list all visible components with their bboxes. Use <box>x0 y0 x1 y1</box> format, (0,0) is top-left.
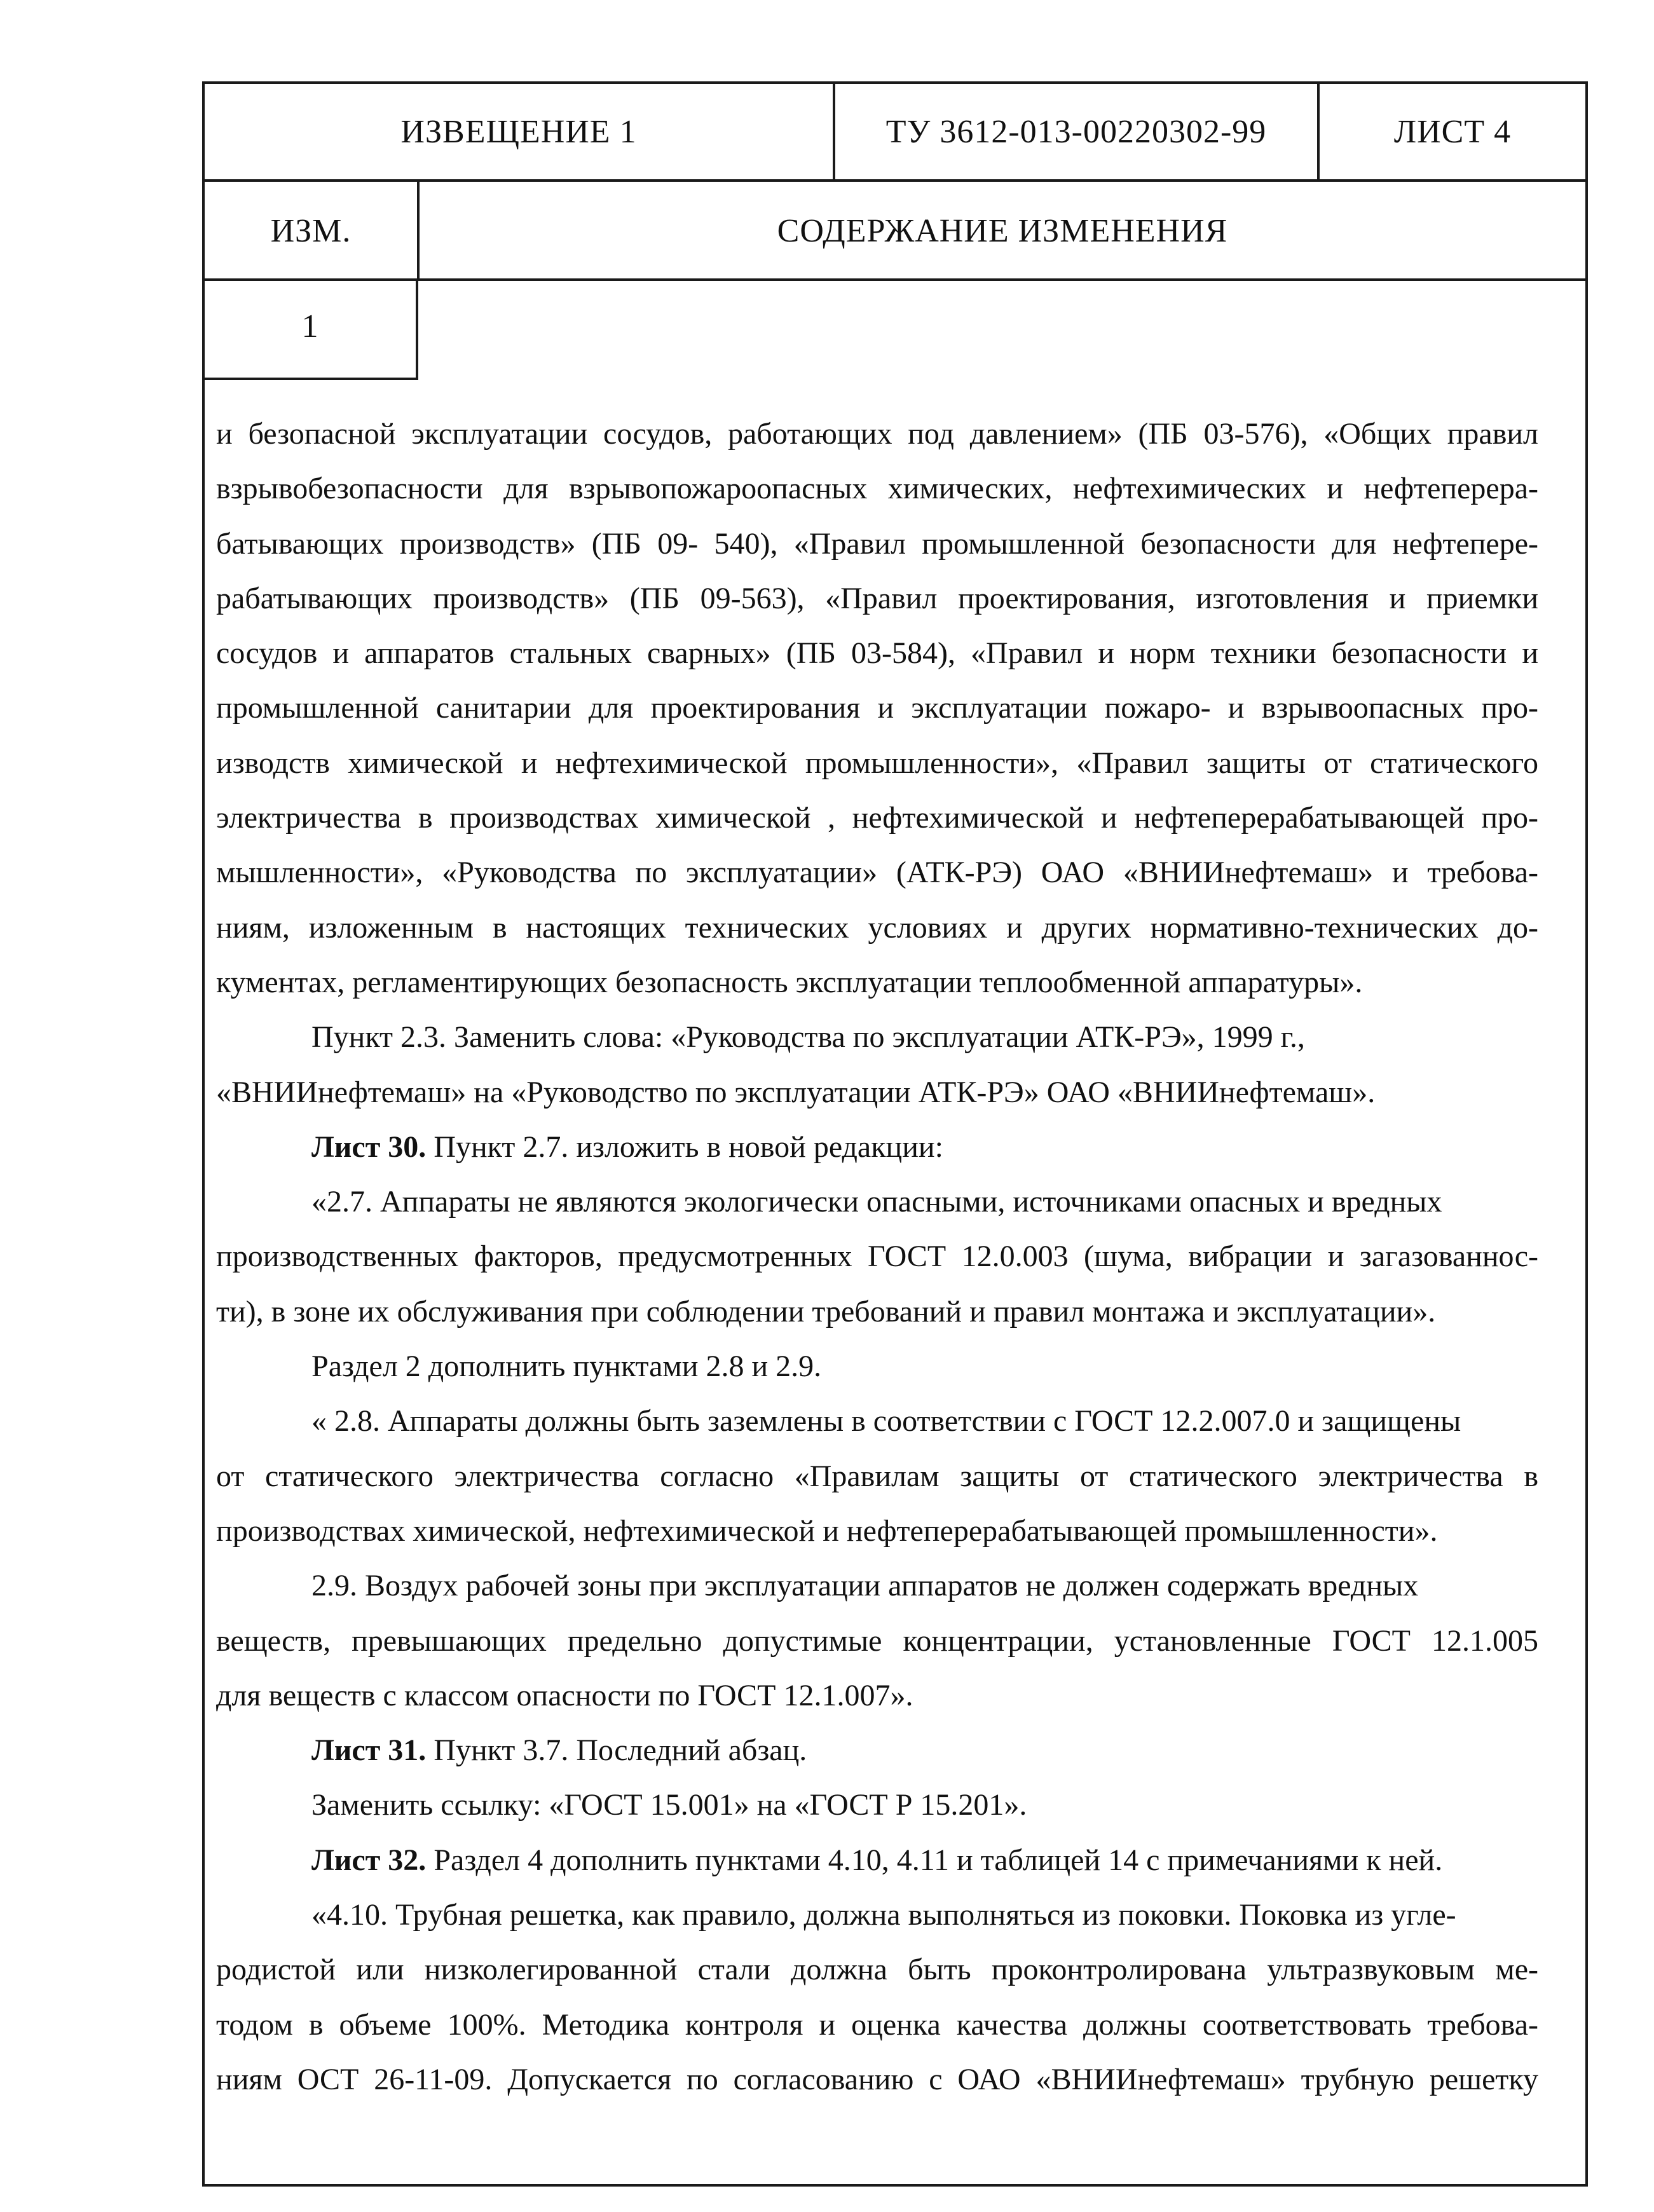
sheet-label-31: Лист 31. <box>311 1733 427 1768</box>
text-fragment: Раздел 4 дополнить пунктами 4.10, 4.11 и таблицей 14 с примечаниями к ней. <box>434 1843 1443 1877</box>
text-line: промышленной санитарии для проектирования и эксплуатации пожаро- и взрывоопасных про- <box>216 691 1538 725</box>
text-line: взрывобезопасности для взрывопожароопасных химических, нефтехимических и нефтеперера- <box>216 472 1538 506</box>
text-line: рабатывающих производств» (ПБ 09-563), «Правил проектирования, изготовления и приемки <box>216 581 1538 615</box>
text-line: Пункт 2.3. Заменить слова: «Руководства по эксплуатации АТК-РЭ», 1999 г., <box>311 1020 1305 1055</box>
text-line: ниям ОСТ 26-11-09. Допускается по согласованию с ОАО «ВНИИнефтемаш» трубную решетку <box>216 2062 1538 2096</box>
header-row-top <box>202 81 1588 182</box>
content-column-header: СОДЕРЖАНИЕ ИЗМЕНЕНИЯ <box>777 213 1228 249</box>
text-line: Раздел 2 дополнить пунктами 2.8 и 2.9. <box>311 1349 822 1384</box>
text-line: изводств химической и нефтехимической промышленности», «Правил защиты от статического <box>216 746 1538 780</box>
change-column-header: ИЗМ. <box>270 213 352 249</box>
change-number: 1 <box>301 308 319 345</box>
text-line-sheet-32 <box>216 1833 1538 1888</box>
text-line: тодом в объеме 100%. Методика контроля и оценка качества должны соответствовать требова- <box>216 2007 1538 2042</box>
sheet-label-30: Лист 30. <box>311 1130 427 1164</box>
text-line: сосудов и аппаратов стальных сварных» (ПБ 03-584), «Правил и норм техники безопасности и <box>216 636 1538 671</box>
text-line: для веществ с классом опасности по ГОСТ 12.1.007». <box>216 1678 913 1712</box>
text-line: мышленности», «Руководства по эксплуатации» (АТК-РЭ) ОАО «ВНИИнефтемаш» и требова- <box>216 856 1538 890</box>
text-line: кументах, регламентирующих безопасность эксплуатации теплообменной аппаратуры». <box>216 965 1363 999</box>
change-number-cell <box>202 278 418 380</box>
text-fragment: Пункт 2.7. изложить в новой редакции: <box>434 1130 943 1164</box>
document-code: ТУ 3612-013-00220302-99 <box>885 114 1267 150</box>
notice-title: ИЗВЕЩЕНИЕ 1 <box>400 114 637 150</box>
text-line: ти), в зоне их обслуживания при соблюдении требований и правил монтажа и эксплуатации». <box>216 1294 1436 1328</box>
text-line: производственных факторов, предусмотренных ГОСТ 12.0.003 (шума, вибрации и загазованнос- <box>216 1239 1538 1274</box>
text-line: «ВНИИнефтемаш» на «Руководство по эксплуатации АТК-РЭ» ОАО «ВНИИнефтемаш». <box>216 1075 1376 1109</box>
text-line: ниям, изложенным в настоящих технических условиях и других нормативно-технических до- <box>216 910 1538 945</box>
text-line: Заменить ссылку: «ГОСТ 15.001» на «ГОСТ Р 15.201». <box>311 1788 1027 1822</box>
text-line: и безопасной эксплуатации сосудов, работающих под давлением» (ПБ 03-576), «Общих правил <box>216 417 1538 451</box>
text-line: батывающих производств» (ПБ 09- 540), «Правил промышленной безопасности для нефтепере- <box>216 526 1538 561</box>
text-line: от статического электричества согласно «Правилам защиты от статического электричества в <box>216 1459 1538 1493</box>
text-line: « 2.8. Аппараты должны быть заземлены в соответствии с ГОСТ 12.2.007.0 и защищены <box>311 1404 1461 1438</box>
text-line-sheet-31 <box>216 1723 1538 1778</box>
text-line: «4.10. Трубная решетка, как правило, должна выполняться из поковки. Поковка из угле- <box>311 1898 1456 1932</box>
text-fragment: Пункт 3.7. Последний абзац. <box>434 1733 807 1768</box>
sheet-label-32: Лист 32. <box>311 1843 427 1877</box>
text-line: «2.7. Аппараты не являются экологически опасными, источниками опасных и вредных <box>311 1185 1442 1219</box>
text-line-sheet-30 <box>216 1120 1538 1175</box>
header-row-columns <box>202 179 1588 281</box>
text-line: производствах химической, нефтехимической и нефтеперерабатывающей промышленности». <box>216 1513 1438 1548</box>
change-content <box>216 407 1538 2107</box>
text-line: 2.9. Воздух рабочей зоны при эксплуатации аппаратов не должен содержать вредных <box>311 1569 1419 1603</box>
text-line: электричества в производствах химической , нефтехимической и нефтеперерабатывающей про- <box>216 801 1538 835</box>
text-line: родистой или низколегированной стали должна быть проконтролирована ультразвуковым ме- <box>216 1953 1538 1987</box>
text-line: веществ, превышающих предельно допустимые концентрации, установленные ГОСТ 12.1.005 <box>216 1623 1538 1658</box>
sheet-number: ЛИСТ 4 <box>1393 114 1512 150</box>
